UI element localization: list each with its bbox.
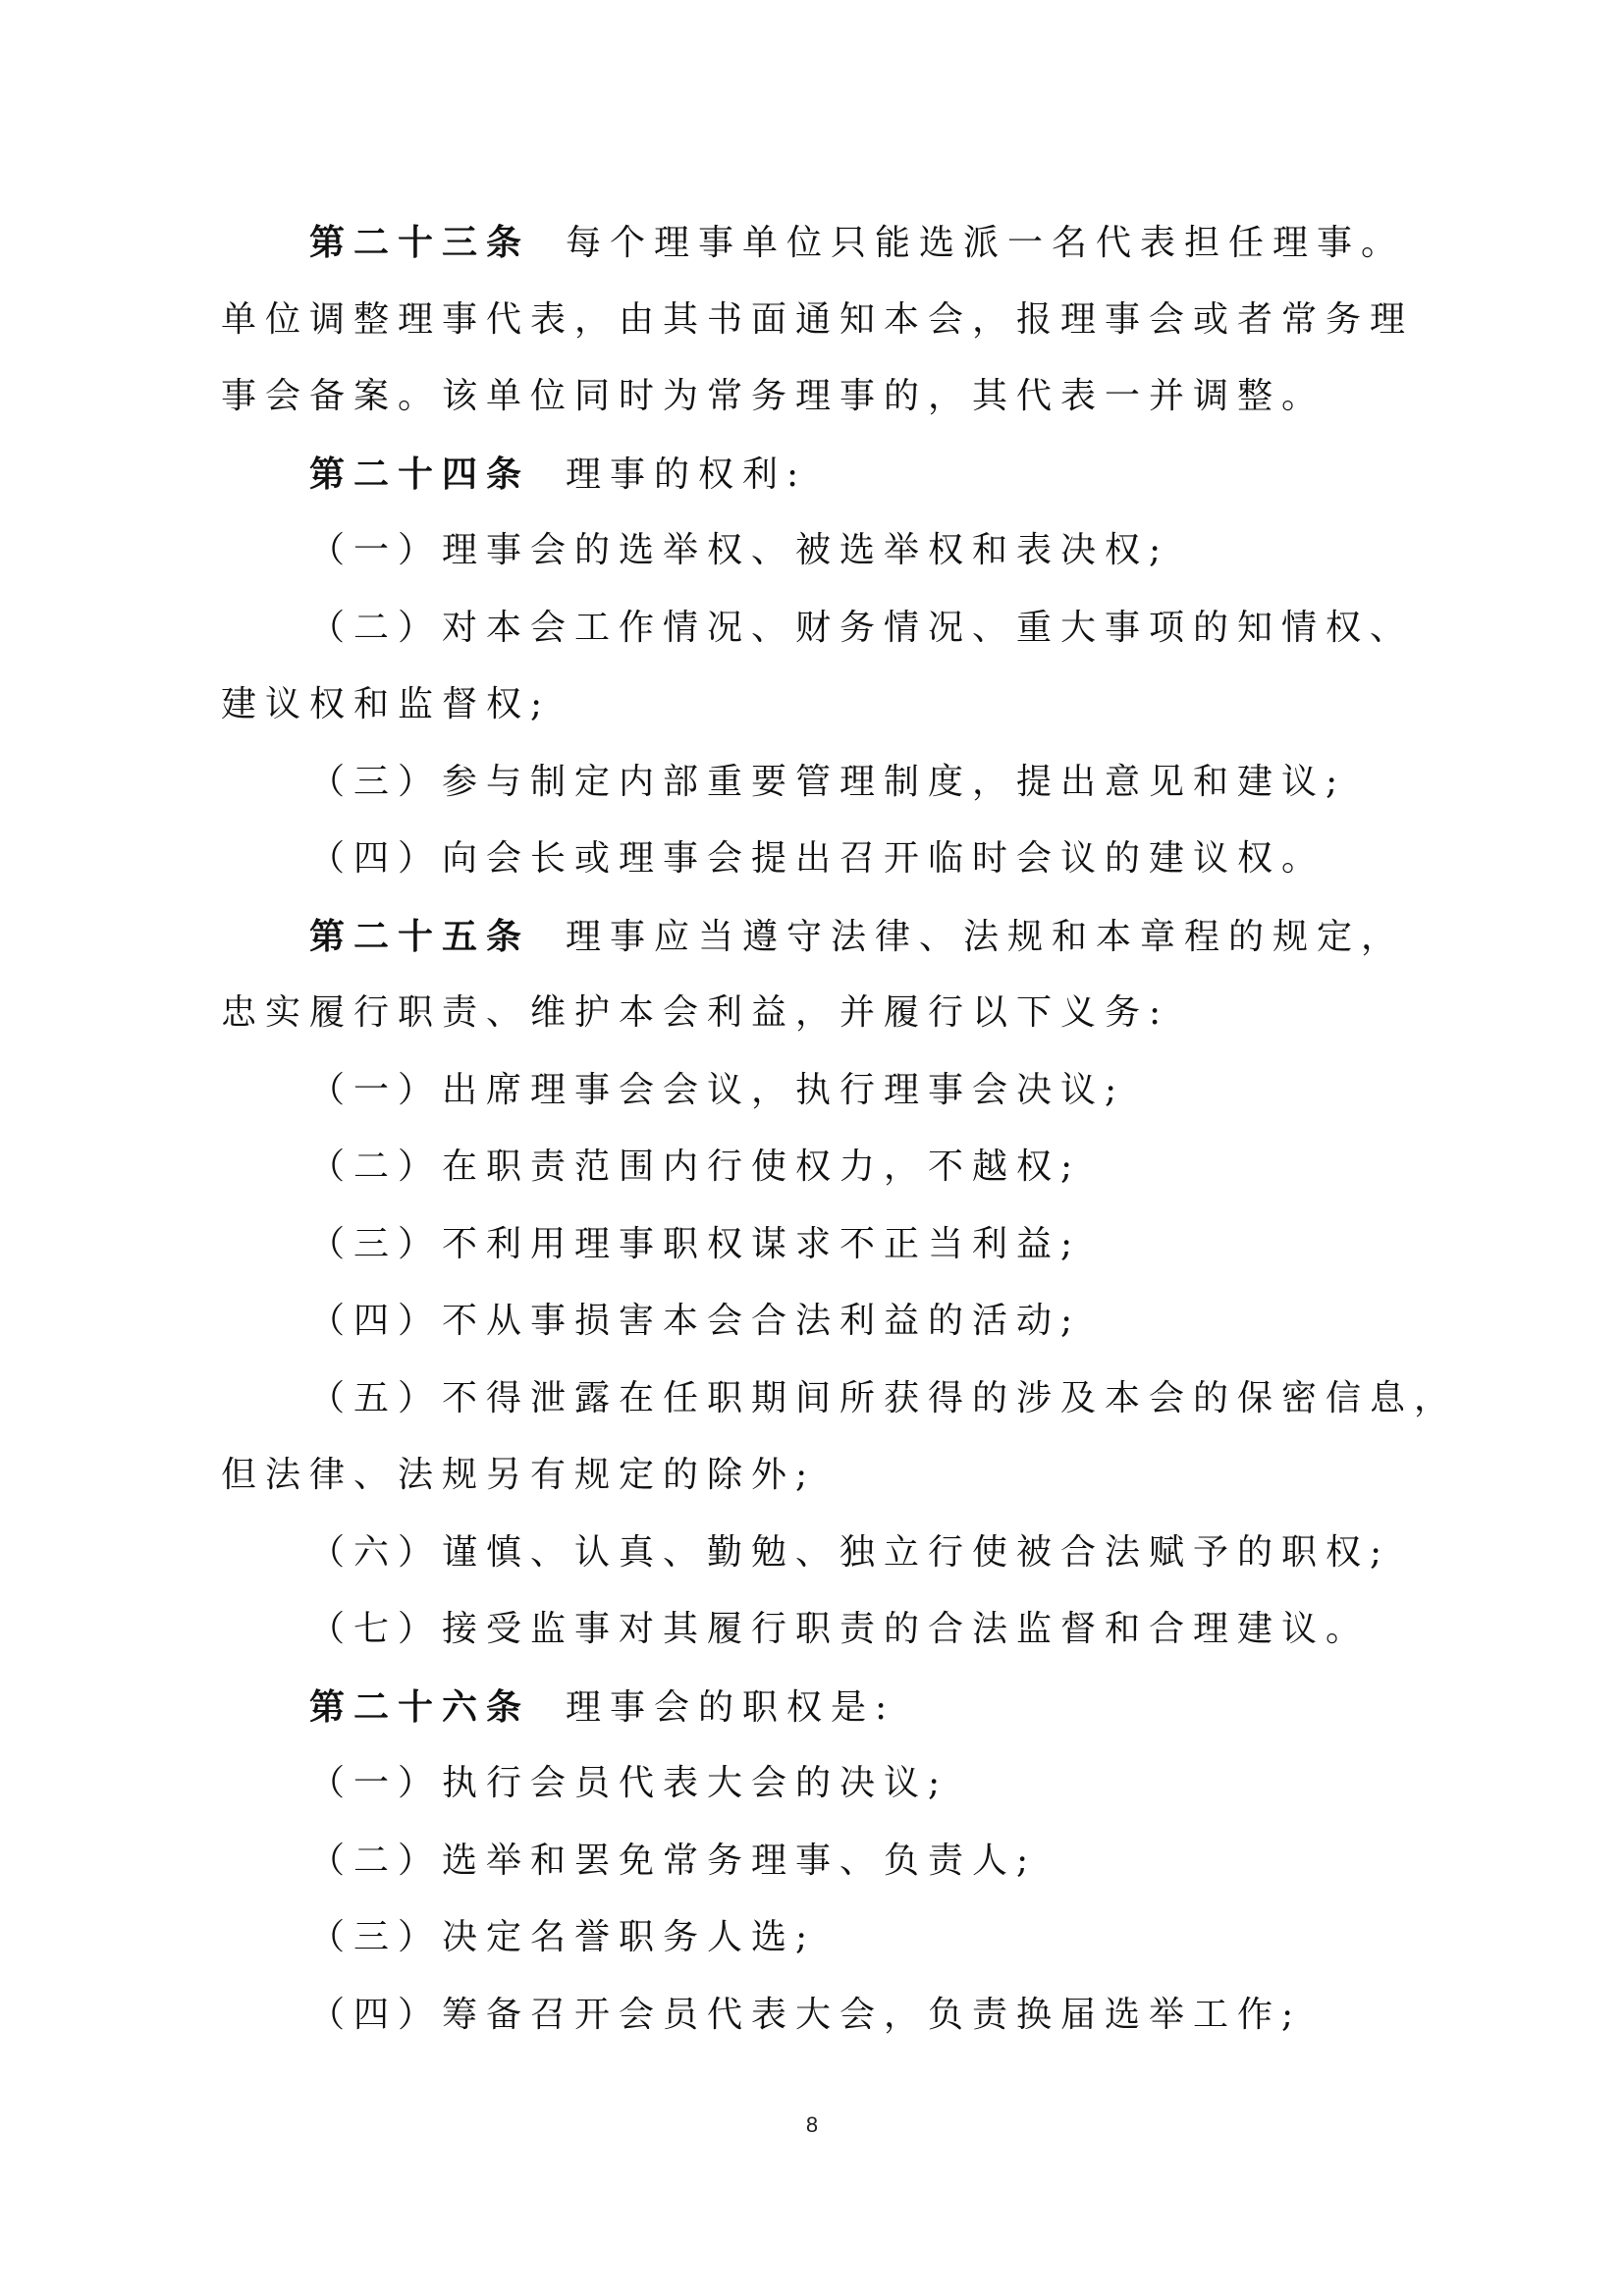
document-body (221, 204, 1458, 2054)
clause-paragraph (221, 512, 1458, 590)
clause-paragraph (221, 590, 1458, 744)
text-line: （四）不从事损害本会合法利益的活动; (309, 1301, 1082, 1341)
article-number: 第二十三条 (309, 222, 531, 263)
text-line: 建议权和监督权; (221, 684, 552, 724)
text-line: （一）执行会员代表大会的决议; (309, 1763, 949, 1803)
text-line: （一）出席理事会会议，执行理事会决议; (309, 1069, 1126, 1110)
clause-paragraph (221, 1206, 1458, 1284)
clause-paragraph (221, 1591, 1458, 1669)
text-line: （五）不得泄露在任职期间所获得的涉及本会的保密信息， (309, 1377, 1458, 1418)
article-number: 第二十五条 (309, 915, 531, 957)
text-line: （四）筹备召开会员代表大会，负责换届选举工作; (309, 1994, 1303, 2035)
text-line (221, 436, 1458, 513)
clause-paragraph (221, 744, 1458, 822)
text-line: （一）理事会的选举权、被选举权和表决权; (309, 530, 1170, 570)
clause-paragraph (221, 1899, 1458, 1977)
clause-paragraph (221, 1823, 1458, 1900)
text-line: 但法律、法规另有规定的除外; (221, 1455, 817, 1495)
article-paragraph (221, 1669, 1458, 1746)
text-line: 事会备案。该单位同时为常务理事的，其代表一并调整。 (221, 376, 1326, 416)
article-text: 理事会的职权是: (566, 1686, 896, 1728)
clause-paragraph (221, 1977, 1458, 2055)
clause-paragraph (221, 1129, 1458, 1206)
text-line: （七）接受监事对其履行职责的合法监督和合理建议。 (309, 1609, 1371, 1649)
text-line (221, 204, 1458, 282)
text-line: （三）不利用理事职权谋求不正当利益; (309, 1223, 1082, 1264)
clause-paragraph (221, 1361, 1458, 1515)
clause-paragraph (221, 821, 1458, 898)
text-line (221, 898, 1458, 976)
text-line: 单位调整理事代表，由其书面通知本会，报理事会或者常务理 (221, 298, 1415, 340)
article-paragraph (221, 898, 1458, 1052)
article-text: 理事应当遵守法律、法规和本章程的规定， (566, 916, 1406, 957)
clause-paragraph (221, 1515, 1458, 1592)
clause-paragraph (221, 1283, 1458, 1361)
text-line: （三）决定名誉职务人选; (309, 1917, 817, 1957)
text-line: （二）选举和罢免常务理事、负责人; (309, 1840, 1038, 1881)
text-line: （四）向会长或理事会提出召开临时会议的建议权。 (309, 838, 1326, 879)
clause-paragraph (221, 1745, 1458, 1823)
text-line: （三）参与制定内部重要管理制度，提出意见和建议; (309, 761, 1347, 802)
article-text: 理事的权利: (566, 454, 808, 495)
text-line: 忠实履行职责、维护本会利益，并履行以下义务: (221, 992, 1170, 1033)
article-number: 第二十四条 (309, 453, 531, 495)
page-number: 8 (805, 2112, 819, 2137)
text-line: （六）谨慎、认真、勤勉、独立行使被合法赋予的职权; (309, 1531, 1391, 1573)
text-line: （二）在职责范围内行使权力，不越权; (309, 1147, 1082, 1187)
clause-paragraph (221, 1052, 1458, 1130)
article-paragraph (221, 436, 1458, 513)
article-number: 第二十六条 (309, 1685, 531, 1728)
text-line: （二）对本会工作情况、财务情况、重大事项的知情权、 (309, 607, 1415, 648)
article-paragraph (221, 204, 1458, 436)
article-text: 每个理事单位只能选派一名代表担任理事。 (566, 223, 1406, 263)
text-line (221, 1669, 1458, 1746)
